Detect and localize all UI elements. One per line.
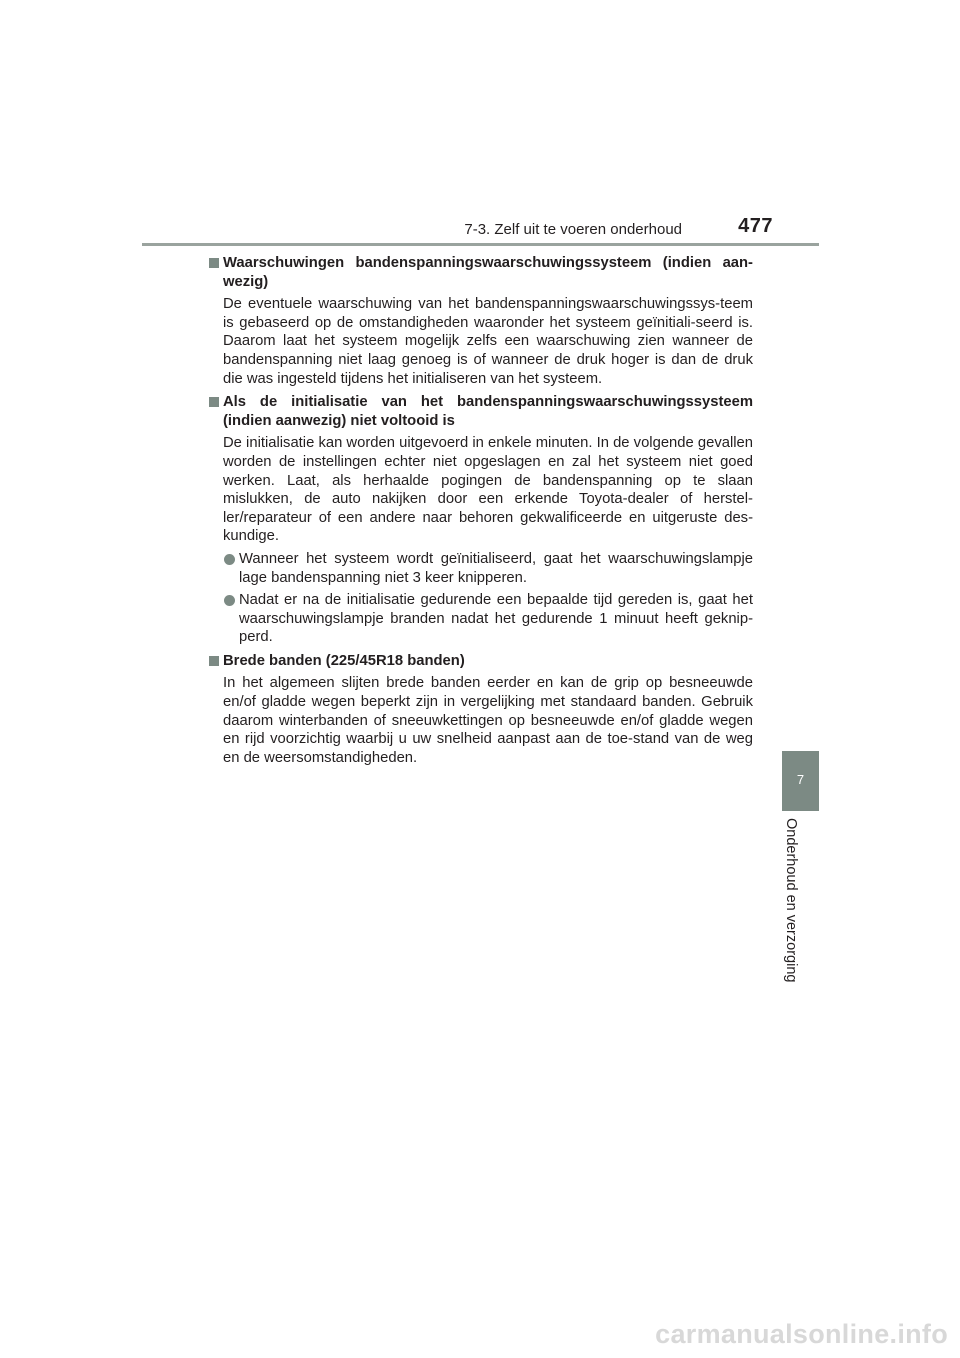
round-bullet-icon: [224, 554, 235, 565]
section-tpms-initialization: [209, 393, 753, 647]
body-paragraph: In het algemeen slijten brede banden eerder en kan de grip op besneeuwde en/of gladde wegen beperkt zijn in vergelijking met standaard banden. Gebruik daarom winterbanden of sneeuwkettingen op besneeuwde en/of gladde wegen en rijd voorzichtig waarbij u uw snelheid aanpast aan de toe-stand van de weg en de weersomstandigheden.: [223, 675, 753, 766]
chapter-number: 7: [796, 772, 805, 787]
section-tpms-warnings: [209, 254, 753, 388]
bullet-text: Wanneer het systeem wordt geïnitialiseerd, gaat het waarschuwingslampje lage bandenspanning niet 3 keer knipperen.: [239, 550, 753, 586]
body-paragraph: De eventuele waarschuwing van het bandenspanningswaarschuwingssys-teem is gebaseerd op de omstandigheden waaronder het systeem geïnitiali-seerd is. Daarom laat het systeem mogelijk zelfs een waarschuwing zien wanneer de bandenspanning niet laag genoeg is of wanneer de druk hoger is dan de druk die was ingesteld tijdens het initialiseren van het systeem.: [223, 296, 753, 387]
square-bullet-icon: [209, 397, 219, 407]
page-number: 477: [738, 215, 773, 237]
bullet-text: Nadat er na de initialisatie gedurende een bepaalde tijd gereden is, gaat het waarschuwingslampje branden nadat het gedurende 1 minuut heeft geknip-perd.: [239, 592, 753, 646]
chapter-title: Onderhoud en verzorging: [783, 818, 799, 983]
bullet-item: [209, 550, 753, 587]
section-heading-text: Brede banden (225/45R18 banden): [223, 652, 465, 669]
header-section-title: 7-3. Zelf uit te voeren onderhoud: [464, 221, 682, 238]
square-bullet-icon: [209, 258, 219, 268]
section-heading-text: Als de initialisatie van het bandenspanningswaarschuwingssysteem (indien aanwezig) niet voltooid is: [223, 394, 753, 429]
section-heading-text: Waarschuwingen bandenspanningswaarschuwingssysteem (indien aan-wezig): [223, 255, 753, 290]
section-heading: [209, 652, 753, 671]
section-heading: [209, 254, 753, 291]
square-bullet-icon: [209, 656, 219, 666]
header-divider: [142, 243, 819, 246]
chapter-tab: [782, 751, 819, 811]
bullet-item: [209, 591, 753, 647]
page-header: [140, 212, 820, 246]
body-paragraph: De initialisatie kan worden uitgevoerd in enkele minuten. In de volgende gevallen worden de instellingen echter niet opgeslagen en zal het systeem niet goed werken. Laat, als herhaalde pogingen de bandenspanning op te slaan mislukken, de auto nakijken door een erkende Toyota-dealer of herstel-ler/reparateur of een andere naar behoren gekwalificeerde en uitgeruste des-kundige.: [223, 435, 753, 545]
section-heading: [209, 393, 753, 430]
watermark: carmanualsonline.info: [655, 1319, 948, 1349]
main-content: [209, 254, 753, 772]
section-wide-tires: [209, 652, 753, 768]
round-bullet-icon: [224, 595, 235, 606]
